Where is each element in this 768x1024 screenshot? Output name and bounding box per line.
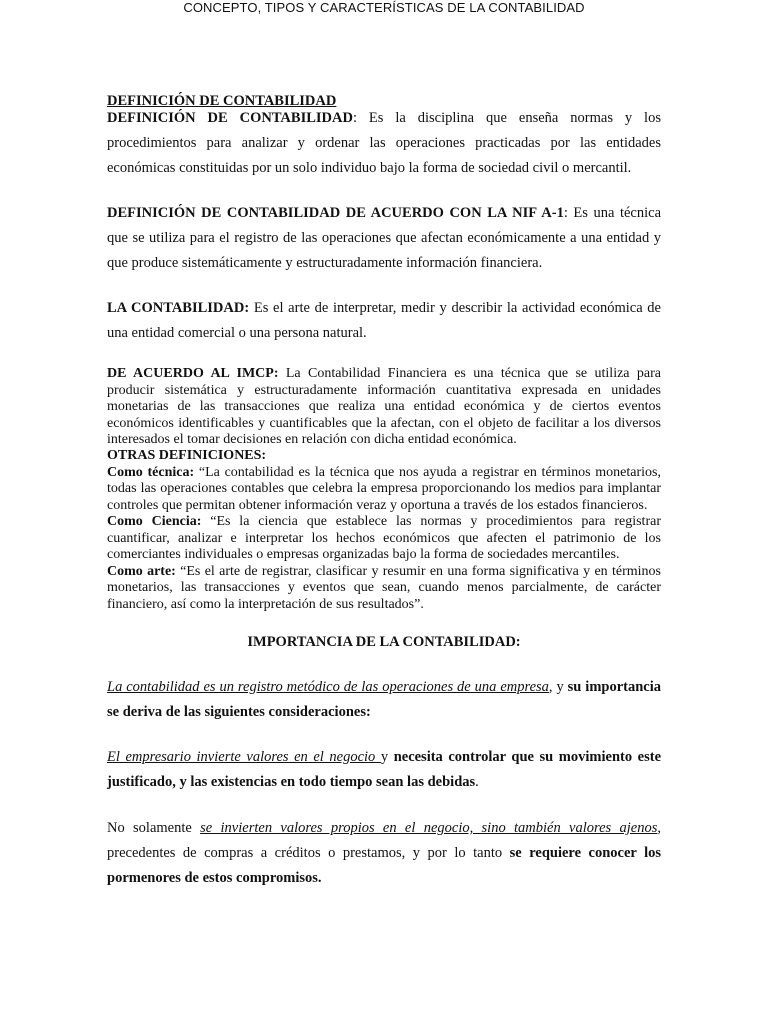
importancia-title: IMPORTANCIA DE LA CONTABILIDAD: <box>247 634 521 650</box>
paragraph-nif <box>107 201 661 276</box>
nif-text: : Es una técnica que se utiliza para el registro de las operaciones que afectan económicamente a una entidad y que produce sistemáticamente y estructuradamente información financiera. <box>107 205 662 271</box>
importancia-p2-bold: necesita controlar que su movimiento este justificado, y las existencias en todo tiempo sean las debidas <box>107 749 662 790</box>
definicion-lead: DEFINICIÓN DE CONTABILIDAD <box>107 110 353 126</box>
imcp-text: La Contabilidad Financiera es una técnica que se utiliza para producir sistemática y estructuradamente información cuantitativa expresada en unidades monetarias de las transacciones que realiza una entidad económica y de ciertos eventos económicos identificables y cuantificables que la afectan, con el objeto de facilitar a los diversos interesados el tomar decisiones en relación con dicha entidad económica. <box>107 366 661 447</box>
importancia-p1-mid: , y <box>548 679 568 695</box>
importancia-p1-bold: su importancia se deriva de las siguientes consideraciones: <box>107 679 662 720</box>
la-contabilidad-lead: LA CONTABILIDAD: <box>107 300 250 316</box>
importancia-p3-mid: , precedentes de compras a créditos o prestamos, y por lo tanto <box>107 820 661 861</box>
como-ciencia-lead: Como Ciencia: <box>107 514 202 529</box>
page-header: CONCEPTO, TIPOS Y CARACTERÍSTICAS DE LA CONTABILIDAD <box>183 0 585 15</box>
como-tecnica-paragraph <box>107 465 661 515</box>
como-arte-paragraph <box>107 564 661 614</box>
section-title-definicion: DEFINICIÓN DE CONTABILIDAD <box>107 93 337 109</box>
importancia-p1-underlined: La contabilidad es un registro metódico de las operaciones de una empresa <box>107 679 549 695</box>
como-tecnica-lead: Como técnica: <box>107 464 195 480</box>
imcp-lead: DE ACUERDO AL IMCP: <box>107 366 279 381</box>
paragraph-imcp <box>107 366 661 449</box>
importancia-p2-end: . <box>475 774 479 790</box>
definicion-text: : Es la disciplina que enseña normas y los procedimientos para analizar y ordenar las operaciones practicadas por las entidades económicas constituidas por un solo individuo bajo la forma de sociedad civil o mercantil. <box>107 110 661 176</box>
importancia-paragraph-1 <box>107 675 661 725</box>
la-contabilidad-text: Es el arte de interpretar, medir y describir la actividad económica de una entidad comercial o una persona natural. <box>107 300 661 341</box>
otras-definiciones <box>107 448 661 613</box>
importancia-paragraph-3 <box>107 816 661 891</box>
importancia-p3-start: No solamente <box>107 820 201 836</box>
como-ciencia-paragraph <box>107 514 661 564</box>
importancia-paragraph-2 <box>107 745 661 795</box>
importancia-p2-underlined: El empresario invierte valores en el negocio <box>107 749 381 765</box>
como-arte-text: “Es el arte de registrar, clasificar y resumir en una forma significativa y en términos monetarios, las transacciones y eventos que sean, cuando menos parcialmente, de carácter financiero, así como la interpretación de sus resultados”. <box>107 563 661 612</box>
importancia-p3-underlined: se invierten valores propios en el negocio, sino también valores ajenos <box>200 820 658 836</box>
como-ciencia-text: “Es la ciencia que establece las normas y procedimientos para registrar cuantificar, analizar e interpretar los hechos económicos que afecten el patrimonio de los comerciantes individuales o empresas organizadas bajo la forma de sociedades mercantiles. <box>107 514 661 562</box>
importancia-p2-mid: y <box>380 749 394 765</box>
como-arte-lead: Como arte: <box>107 563 176 579</box>
nif-lead: DEFINICIÓN DE CONTABILIDAD DE ACUERDO CON LA NIF A-1 <box>107 205 564 221</box>
paragraph-definicion <box>107 106 661 181</box>
importancia-p3-bold: se requiere conocer los pormenores de estos compromisos. <box>107 845 662 886</box>
como-tecnica-text: “La contabilidad es la técnica que nos ayuda a registrar en términos monetarios, todas las operaciones contables que celebra la empresa proporcionando los medios para implantar controles que permitan obtener información veraz y oportuna a través de los estados financieros. <box>107 464 661 513</box>
paragraph-la-contabilidad <box>107 296 661 346</box>
otras-title: OTRAS DEFINICIONES: <box>107 448 267 463</box>
